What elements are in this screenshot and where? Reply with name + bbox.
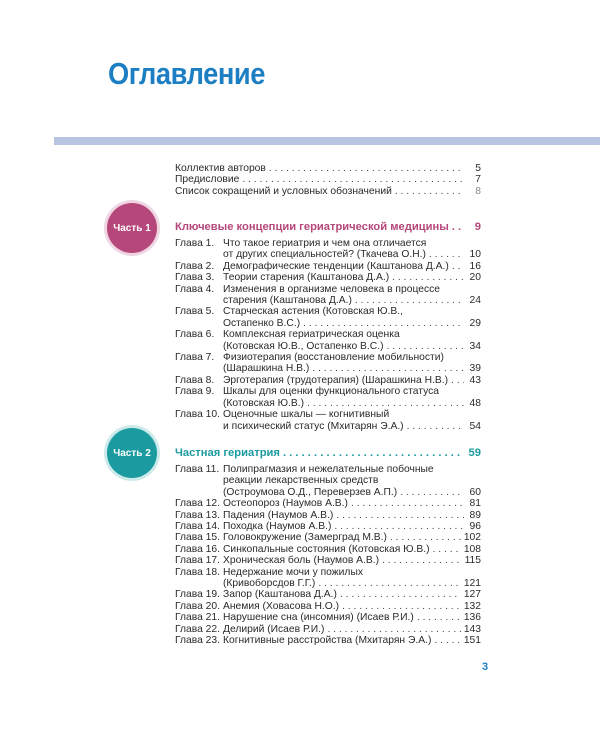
chapter-number: Глава 22. [175, 623, 220, 635]
entry-page: 7 [475, 174, 481, 186]
chapter-entry[interactable] [175, 261, 481, 272]
chapter-page: 48 [469, 397, 481, 409]
chapter-entry[interactable] [175, 567, 481, 590]
dot-leader [400, 487, 464, 498]
chapter-entry[interactable] [175, 409, 481, 432]
chapter-page: 108 [463, 543, 481, 555]
chapter-title-text: Запор (Каштанова Д.А.) [223, 589, 337, 601]
page-number: 3 [482, 661, 489, 673]
chapter-title-last-line [223, 589, 481, 600]
chapter-page: 39 [469, 363, 481, 375]
chapter-title-text: Синкопальные состояния (Котовская Ю.В.) [223, 543, 430, 555]
chapter-title-last-line [223, 612, 481, 623]
chapter-page: 34 [469, 340, 481, 352]
chapter-entry[interactable] [175, 532, 481, 543]
dot-leader [452, 221, 464, 234]
chapter-title-last-line [223, 521, 481, 532]
part-heading-text: Ключевые концепции гериатрической медицины [175, 221, 449, 233]
dot-leader [452, 261, 464, 272]
chapter-number: Глава 10. [175, 409, 220, 421]
chapter-title-last-line [223, 261, 481, 272]
chapter-page: 54 [469, 420, 481, 432]
chapter-body [223, 532, 481, 543]
dot-leader [429, 249, 464, 260]
chapter-title-last-line [223, 544, 481, 555]
chapter-title-line: Изменения в организме человека в процессе [223, 283, 440, 295]
chapter-title-line: Шкалы для оценки функционального статуса [223, 386, 440, 398]
chapter-page: 89 [469, 509, 481, 521]
chapter-title-text: Демографические тенденции (Каштанова Д.А.) [223, 260, 449, 272]
chapter-entry[interactable] [175, 624, 481, 635]
entry-title: Список сокращений и условных обозначений [175, 185, 392, 197]
chapter-title-text: Падения (Наумов А.В.) [223, 509, 334, 521]
chapter-page: 60 [469, 486, 481, 498]
dot-leader [434, 635, 460, 646]
part2-heading[interactable] [175, 447, 481, 460]
part-heading-page: 59 [468, 447, 481, 459]
chapter-entry[interactable] [175, 386, 481, 409]
chapter-number: Глава 8. [175, 374, 215, 386]
chapter-number: Глава 14. [175, 521, 220, 533]
chapter-body [223, 329, 481, 352]
chapter-page: 96 [469, 521, 481, 533]
dot-leader [417, 612, 461, 623]
chapter-body [223, 601, 481, 612]
chapter-body [223, 238, 481, 261]
chapter-page: 29 [469, 317, 481, 329]
chapter-entry[interactable] [175, 555, 481, 566]
chapter-number: Глава 9. [175, 386, 215, 398]
chapter-title-last-line [223, 318, 481, 329]
chapter-body [223, 464, 481, 498]
chapter-title-last-line [223, 341, 481, 352]
chapter-title-line: Недержание мочи у пожилых [223, 566, 363, 578]
dot-leader [407, 421, 464, 432]
intro-list [175, 163, 481, 197]
chapter-title-last-line [223, 555, 481, 566]
chapter-title-text: Головокружение (Замерград М.В.) [223, 532, 387, 544]
chapter-number: Глава 13. [175, 509, 220, 521]
chapter-title-text: и психический статус (Мхитарян Э.А.) [223, 420, 404, 432]
chapter-title-last-line [223, 249, 481, 260]
chapter-title-last-line [223, 421, 481, 432]
dot-leader [340, 589, 461, 600]
chapter-body [223, 352, 481, 375]
chapter-page: 10 [469, 249, 481, 261]
chapter-title-line: Комплексная гериатрическая оценка [223, 329, 400, 341]
chapter-title-text: (Котовская Ю.В.) [223, 397, 305, 409]
chapter-body [223, 624, 481, 635]
chapter-title-text: (Котовская Ю.В., Остапенко В.С.) [223, 340, 384, 352]
chapter-body [223, 510, 481, 521]
chapter-title-text: (Шарашкина Н.В.) [223, 363, 310, 375]
chapter-title-text: (Остроумова О.Д., Переверзев А.П.) [223, 486, 398, 498]
chapter-entry[interactable] [175, 306, 481, 329]
chapter-body [223, 272, 481, 283]
entry-page: 8 [475, 185, 481, 197]
dot-leader [269, 163, 464, 174]
dot-leader [312, 363, 464, 374]
chapter-entry[interactable] [175, 464, 481, 498]
chapter-entry[interactable] [175, 329, 481, 352]
dot-leader [303, 318, 464, 329]
chapter-body [223, 589, 481, 600]
chapter-number: Глава 12. [175, 498, 220, 510]
part2-section [175, 447, 481, 647]
chapter-body [223, 306, 481, 329]
toc-entry[interactable] [175, 186, 481, 197]
chapter-title-text: Нарушение сна (инсомния) (Исаев Р.И.) [223, 612, 414, 624]
chapter-page: 43 [469, 374, 481, 386]
toc-entry[interactable] [175, 174, 481, 185]
chapter-title-last-line [223, 398, 481, 409]
chapter-body [223, 498, 481, 509]
dot-leader [307, 398, 464, 409]
dot-leader [242, 174, 464, 185]
dot-leader [334, 521, 464, 532]
chapter-page: 102 [463, 532, 481, 544]
chapter-number: Глава 23. [175, 635, 220, 647]
dot-leader [392, 272, 464, 283]
chapter-entry[interactable] [175, 352, 481, 375]
chapter-body [223, 261, 481, 272]
chapter-body [223, 375, 481, 386]
page-title: Оглавление [108, 56, 265, 91]
chapter-number: Глава 3. [175, 272, 215, 284]
chapter-title-text: Остапенко В.С.) [223, 317, 301, 329]
chapter-title-last-line [223, 498, 481, 509]
dot-leader [390, 532, 461, 543]
chapter-page: 115 [464, 555, 481, 567]
chapter-page: 132 [463, 600, 481, 612]
chapter-body [223, 555, 481, 566]
part-heading-text: Частная гериатрия [175, 447, 280, 459]
chapter-body [223, 612, 481, 623]
chapter-number: Глава 1. [175, 238, 215, 249]
chapter-title-line: Старческая астения (Котовская Ю.В., [223, 306, 403, 318]
chapter-entry[interactable] [175, 589, 481, 600]
chapter-number: Глава 7. [175, 352, 215, 364]
chapter-title-last-line [223, 487, 481, 498]
chapter-body [223, 635, 481, 646]
chapter-page: 16 [469, 260, 481, 272]
chapter-page: 143 [463, 623, 481, 635]
chapter-title-last-line [223, 635, 481, 646]
chapter-body [223, 567, 481, 590]
chapter-number: Глава 18. [175, 566, 220, 578]
chapter-number: Глава 20. [175, 600, 220, 612]
chapter-number: Глава 11. [175, 464, 220, 475]
chapter-page: 127 [463, 589, 481, 601]
chapter-page: 81 [469, 498, 481, 510]
part-heading-page: 9 [474, 221, 481, 233]
dot-leader [451, 375, 464, 386]
chapter-title-last-line [223, 624, 481, 635]
chapter-entry[interactable] [175, 498, 481, 509]
chapter-page: 136 [463, 612, 481, 624]
chapter-body [223, 544, 481, 555]
chapter-title-last-line [223, 601, 481, 612]
chapter-number: Глава 4. [175, 283, 215, 295]
chapter-title-line: Что такое гериатрия и чем она отличается [223, 238, 427, 249]
dot-leader [318, 578, 460, 589]
chapter-body [223, 409, 481, 432]
chapter-page: 20 [469, 272, 481, 284]
chapter-number: Глава 6. [175, 329, 215, 341]
chapter-number: Глава 16. [175, 543, 220, 555]
chapter-body [223, 386, 481, 409]
chapter-entry[interactable] [175, 544, 481, 555]
chapter-title-last-line [223, 578, 481, 589]
chapter-title-text: Теории старения (Каштанова Д.А.) [223, 272, 390, 284]
chapter-title-text: Когнитивные расстройства (Мхитарян Э.А.) [223, 635, 432, 647]
chapter-page: 121 [463, 578, 481, 590]
chapter-title-line: Физиотерапия (восстановление мобильности) [223, 352, 444, 364]
chapter-title-text: от других специальностей? (Ткачева О.Н.) [223, 249, 426, 261]
dot-leader [433, 544, 461, 555]
chapter-title-last-line [223, 363, 481, 374]
chapter-title-text: Делирий (Исаев Р.И.) [223, 623, 325, 635]
chapter-title-last-line [223, 375, 481, 386]
chapter-page: 24 [469, 295, 481, 307]
entry-title: Предисловие [175, 174, 240, 186]
dot-leader [395, 186, 464, 197]
chapter-title-text: Остеопороз (Наумов А.В.) [223, 498, 348, 510]
chapter-title-last-line [223, 510, 481, 521]
chapter-entry[interactable] [175, 635, 481, 646]
chapter-title-text: старения (Каштанова Д.А.) [223, 295, 352, 307]
chapter-entry[interactable] [175, 612, 481, 623]
dot-leader [342, 601, 461, 612]
chapter-title-last-line [223, 295, 481, 306]
part1-section [175, 221, 481, 432]
chapter-title-text: Походка (Наумов А.В.) [223, 521, 332, 533]
dot-leader [355, 295, 464, 306]
chapter-body [223, 521, 481, 532]
chapter-entry[interactable] [175, 375, 481, 386]
toc-entry[interactable] [175, 163, 481, 174]
chapter-title-last-line [223, 272, 481, 283]
part1-heading[interactable] [175, 221, 481, 234]
dot-leader [336, 510, 464, 521]
chapter-title-text: Хроническая боль (Наумов А.В.) [223, 555, 380, 567]
chapter-body [223, 284, 481, 307]
chapter-entry[interactable] [175, 238, 481, 261]
chapter-number: Глава 5. [175, 306, 215, 318]
chapter-page: 151 [463, 635, 481, 647]
chapter-number: Глава 19. [175, 589, 220, 601]
chapter-title-text: Эрготерапия (трудотерапия) (Шарашкина Н.В.) [223, 374, 449, 386]
chapter-title-line: Полипрагмазия и нежелательные побочные [223, 464, 434, 475]
part1-badge[interactable]: Часть 1 [107, 203, 157, 253]
chapter-number: Глава 2. [175, 260, 215, 272]
dot-leader [387, 341, 464, 352]
entry-page: 5 [475, 163, 481, 174]
chapter-entry[interactable] [175, 272, 481, 283]
entry-title: Коллектив авторов [175, 163, 266, 174]
chapter-title-line: реакции лекарственных средств [223, 475, 379, 487]
dot-leader [351, 498, 464, 509]
chapter-title-text: Анемия (Ховасова Н.О.) [223, 600, 340, 612]
chapter-entry[interactable] [175, 601, 481, 612]
chapter-number: Глава 21. [175, 612, 220, 624]
chapter-title-last-line [223, 532, 481, 543]
header-rule [54, 137, 600, 145]
chapter-title-line: Оценочные шкалы — когнитивный [223, 409, 390, 421]
dot-leader [283, 447, 464, 460]
chapter-title-text: (Кривоборсдов Г.Г.) [223, 578, 316, 590]
chapter-entry[interactable] [175, 510, 481, 521]
dot-leader [327, 624, 460, 635]
dot-leader [382, 555, 462, 566]
chapter-number: Глава 17. [175, 555, 220, 567]
chapter-entry[interactable] [175, 284, 481, 307]
chapter-entry[interactable] [175, 521, 481, 532]
chapter-number: Глава 15. [175, 532, 220, 544]
part2-badge[interactable]: Часть 2 [107, 428, 157, 478]
